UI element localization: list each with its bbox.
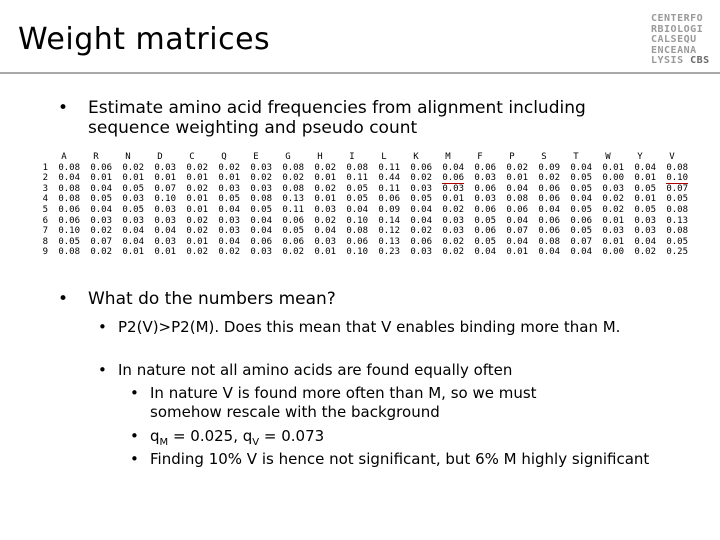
matrix-cell: 0.09 (378, 204, 400, 215)
matrix-cell: 0.02 (186, 226, 208, 237)
bullet-dot: • (130, 450, 139, 468)
matrix-cell: 0.05 (634, 204, 656, 215)
logo-line: ENCEANA (651, 44, 697, 56)
matrix-cell: 0.01 (186, 236, 208, 247)
matrix-cell: 0.02 (314, 162, 336, 173)
matrix-cell: 0.02 (506, 162, 528, 173)
matrix-cell: 0.06 (282, 236, 304, 247)
matrix-column-header: E (253, 152, 259, 162)
bullet-dot: • (58, 289, 69, 309)
matrix-column-header: Y (637, 152, 643, 162)
matrix-cell: 0.04 (570, 194, 592, 205)
bullet-text: P2(V)>P2(M). Does this mean that V enables binding more than M. (118, 318, 621, 336)
matrix-column-header: F (477, 152, 483, 162)
matrix-cell: 0.07 (506, 226, 528, 237)
matrix-cell: 0.12 (378, 226, 400, 237)
matrix-cell: 0.23 (378, 247, 400, 258)
matrix-cell: 0.05 (346, 183, 368, 194)
matrix-position-label: 8 (42, 236, 48, 247)
matrix-corner (34, 152, 48, 163)
matrix-cell: 0.06 (90, 162, 112, 173)
matrix-cell: 0.03 (474, 194, 496, 205)
matrix-cell: 0.10 (58, 226, 80, 237)
matrix-cell: 0.08 (346, 162, 368, 173)
matrix-cell: 0.11 (282, 204, 304, 215)
matrix-cell: 0.00 (602, 173, 624, 184)
matrix-cell: 0.05 (282, 226, 304, 237)
matrix-cell: 0.03 (122, 215, 144, 226)
bullet-text: In nature V is found more often than M, so we must somehow rescale with the background (150, 384, 537, 421)
matrix-cell: 0.13 (282, 194, 304, 205)
matrix-cell: 0.01 (90, 173, 112, 184)
matrix-cell: 0.02 (602, 204, 624, 215)
matrix-cell: 0.01 (122, 247, 144, 258)
logo-cbs: CBS (690, 55, 710, 66)
matrix-cell: 0.05 (410, 194, 432, 205)
matrix-cell: 0.00 (602, 247, 624, 258)
matrix-cell: 0.08 (58, 162, 80, 173)
matrix-cell: 0.03 (634, 215, 656, 226)
matrix-cell: 0.04 (122, 226, 144, 237)
bullet-question (58, 289, 648, 309)
matrix-cell: 0.04 (122, 236, 144, 247)
bullet-dot: • (58, 98, 69, 118)
matrix-cell: 0.04 (570, 247, 592, 258)
matrix-column-header: Q (221, 152, 227, 162)
matrix-cell: 0.04 (410, 204, 432, 215)
matrix-cell: 0.02 (250, 173, 272, 184)
matrix-cell: 0.04 (218, 236, 240, 247)
sub-bullet-nature (98, 361, 658, 380)
matrix-cell: 0.03 (250, 247, 272, 258)
matrix-row (34, 216, 688, 227)
bullet-estimate (58, 98, 648, 138)
matrix-cell: 0.06 (474, 162, 496, 173)
matrix-cell: 0.01 (122, 173, 144, 184)
matrix-cell: 0.06 (538, 215, 560, 226)
matrix-cell: 0.02 (90, 247, 112, 258)
matrix-cell: 0.01 (154, 173, 176, 184)
matrix-cell: 0.06 (282, 215, 304, 226)
matrix-cell: 0.06 (474, 204, 496, 215)
matrix-cell: 0.01 (186, 194, 208, 205)
matrix-cell: 0.02 (282, 173, 304, 184)
matrix-cell: 0.03 (218, 183, 240, 194)
matrix-cell: 0.02 (218, 247, 240, 258)
matrix-cell: 0.05 (666, 236, 688, 247)
bullet-text: $q_M = 0.025$, $q_V = 0.073$ (150, 427, 325, 448)
matrix-cell: 0.04 (410, 215, 432, 226)
matrix-cell: 0.05 (570, 173, 592, 184)
matrix-cell: 0.10 (346, 247, 368, 258)
matrix-cell: 0.01 (154, 247, 176, 258)
matrix-cell: 0.03 (314, 204, 336, 215)
matrix-cell: 0.06 (538, 226, 560, 237)
matrix-cell: 0.10 (154, 194, 176, 205)
matrix-cell: 0.03 (250, 162, 272, 173)
matrix-position-label: 9 (42, 247, 48, 258)
matrix-cell (432, 173, 464, 184)
matrix-column-header: M (445, 152, 451, 162)
matrix-row (34, 247, 688, 258)
matrix-cell: 0.05 (122, 204, 144, 215)
matrix-cell: 0.02 (186, 215, 208, 226)
matrix-cell: 0.02 (218, 162, 240, 173)
matrix-cell: 0.08 (666, 226, 688, 237)
matrix-cell: 0.04 (250, 215, 272, 226)
matrix-cell: 0.08 (282, 162, 304, 173)
matrix-cell: 0.05 (250, 204, 272, 215)
matrix-cell: 0.04 (218, 204, 240, 215)
matrix-cell: 0.04 (154, 226, 176, 237)
matrix-cell: 0.06 (570, 215, 592, 226)
sub-bullet-comparison (98, 318, 658, 337)
matrix-cell: 0.01 (634, 194, 656, 205)
matrix-cell: 0.08 (538, 236, 560, 247)
matrix-cell: 0.02 (186, 162, 208, 173)
matrix-column-header: I (349, 152, 355, 162)
matrix-cell: 0.02 (442, 204, 464, 215)
matrix-row (34, 184, 688, 195)
matrix-cell: 0.03 (602, 226, 624, 237)
matrix-cell: 0.03 (442, 183, 464, 194)
matrix-cell: 0.03 (154, 204, 176, 215)
title-divider (0, 72, 720, 74)
matrix-cell: 0.04 (570, 162, 592, 173)
matrix-cell: 0.02 (282, 247, 304, 258)
matrix-cell: 0.03 (634, 226, 656, 237)
matrix-cell: 0.01 (442, 194, 464, 205)
matrix-cell: 0.01 (314, 173, 336, 184)
matrix-cell: 0.08 (346, 226, 368, 237)
matrix-cell: 0.04 (506, 215, 528, 226)
matrix-cell: 0.01 (634, 173, 656, 184)
matrix-cell: 0.03 (218, 215, 240, 226)
matrix-cell: 0.03 (250, 183, 272, 194)
matrix-column-header: D (157, 152, 163, 162)
matrix-cell (656, 173, 688, 184)
matrix-position-label: 2 (42, 173, 48, 184)
matrix-position-label: 1 (42, 162, 48, 173)
matrix-column-header: V (669, 152, 675, 162)
matrix-cell: 0.05 (122, 183, 144, 194)
matrix-cell: 0.02 (442, 236, 464, 247)
matrix-cell: 0.02 (442, 247, 464, 258)
matrix-cell: 0.04 (474, 247, 496, 258)
matrix-column-header: G (285, 152, 291, 162)
slide-title: Weight matrices (18, 22, 271, 57)
matrix-cell: 0.11 (378, 183, 400, 194)
matrix-cell: 0.01 (218, 173, 240, 184)
matrix-cell: 0.06 (410, 162, 432, 173)
matrix-header-row (34, 152, 688, 163)
matrix-cell: 0.05 (218, 194, 240, 205)
matrix-cell: 0.06 (474, 226, 496, 237)
matrix-cell: 0.06 (538, 194, 560, 205)
matrix-cell: 0.03 (442, 226, 464, 237)
matrix-cell: 0.04 (634, 236, 656, 247)
matrix-cell: 0.04 (90, 183, 112, 194)
matrix-cell: 0.04 (634, 162, 656, 173)
matrix-position-label: 5 (42, 204, 48, 215)
matrix-cell: 0.01 (186, 204, 208, 215)
highlighted-value: 0.06 (442, 173, 464, 184)
matrix-cell: 0.04 (538, 247, 560, 258)
matrix-cell: 0.05 (666, 194, 688, 205)
matrix-cell: 0.02 (634, 247, 656, 258)
matrix-cell: 0.11 (378, 162, 400, 173)
matrix-cell: 0.03 (602, 183, 624, 194)
matrix-cell: 0.07 (570, 236, 592, 247)
matrix-cell: 0.03 (410, 247, 432, 258)
matrix-cell: 0.04 (538, 204, 560, 215)
matrix-cell: 0.04 (58, 173, 80, 184)
matrix-cell: 0.08 (250, 194, 272, 205)
matrix-cell: 0.04 (90, 204, 112, 215)
bullet-text: Estimate amino acid frequencies from alignment including sequence weighting and pseudo count (88, 98, 586, 138)
matrix-cell: 0.06 (58, 204, 80, 215)
matrix-position-label: 7 (42, 226, 48, 237)
sub-sub-bullet-background (130, 427, 590, 452)
matrix-cell: 0.03 (314, 236, 336, 247)
matrix-column-header: K (413, 152, 419, 162)
matrix-column-header: A (61, 152, 67, 162)
highlighted-value: 0.10 (666, 173, 688, 184)
matrix-cell: 0.07 (90, 236, 112, 247)
bullet-text: In nature not all amino acids are found equally often (118, 361, 513, 379)
matrix-cell: 0.05 (570, 183, 592, 194)
matrix-cell: 0.08 (58, 247, 80, 258)
matrix-cell: 0.03 (218, 226, 240, 237)
matrix-cell: 0.01 (506, 173, 528, 184)
matrix-cell: 0.06 (378, 194, 400, 205)
matrix-column-header: T (573, 152, 579, 162)
matrix-cell: 0.01 (186, 173, 208, 184)
matrix-cell: 0.01 (314, 194, 336, 205)
logo-line: RBIOLOGI (651, 23, 704, 35)
matrix-cell: 0.05 (90, 194, 112, 205)
matrix-column-header: N (125, 152, 131, 162)
matrix-cell: 0.03 (154, 236, 176, 247)
matrix-cell: 0.13 (666, 215, 688, 226)
matrix-cell: 0.06 (410, 236, 432, 247)
matrix-cell: 0.06 (250, 236, 272, 247)
matrix-position-label: 3 (42, 183, 48, 194)
cbs-logo (651, 14, 713, 67)
bullet-dot: • (98, 361, 107, 379)
frequency-matrix (34, 152, 688, 258)
logo-line: LYSIS CBS (651, 55, 710, 66)
matrix-cell: 0.03 (122, 194, 144, 205)
matrix-cell: 0.01 (314, 247, 336, 258)
matrix-cell: 0.06 (474, 183, 496, 194)
bullet-dot: • (130, 427, 139, 445)
matrix-cell: 0.05 (58, 236, 80, 247)
matrix-cell: 0.02 (186, 183, 208, 194)
matrix-column-header: H (317, 152, 323, 162)
matrix-column-header: R (93, 152, 99, 162)
matrix-cell: 0.03 (154, 162, 176, 173)
matrix-cell: 0.02 (410, 173, 432, 184)
matrix-cell: 0.05 (346, 194, 368, 205)
matrix-cell: 0.10 (346, 215, 368, 226)
matrix-cell: 0.03 (90, 215, 112, 226)
matrix-row (34, 163, 688, 174)
sub-sub-bullet-significance (130, 450, 650, 469)
matrix-cell: 0.02 (90, 226, 112, 237)
matrix-cell: 0.02 (186, 247, 208, 258)
matrix-cell: 0.04 (346, 204, 368, 215)
matrix-cell: 0.04 (314, 226, 336, 237)
matrix-cell: 0.08 (666, 162, 688, 173)
matrix-column-header: L (381, 152, 387, 162)
matrix-cell: 0.02 (314, 183, 336, 194)
matrix-cell: 0.02 (410, 226, 432, 237)
matrix-column-header: P (509, 152, 515, 162)
matrix-column-header: C (189, 152, 195, 162)
matrix-row (34, 237, 688, 248)
matrix-cell: 0.04 (250, 226, 272, 237)
matrix-row (34, 205, 688, 216)
matrix-cell: 0.02 (602, 194, 624, 205)
matrix-cell: 0.06 (58, 215, 80, 226)
logo-line: CENTERFO (651, 13, 704, 24)
matrix-cell: 0.03 (474, 173, 496, 184)
matrix-position-label: 6 (42, 215, 48, 226)
matrix-row (34, 226, 688, 237)
matrix-cell: 0.11 (346, 173, 368, 184)
matrix-cell: 0.08 (506, 194, 528, 205)
matrix-cell: 0.25 (666, 247, 688, 258)
matrix-row (34, 194, 688, 205)
matrix-cell: 0.02 (122, 162, 144, 173)
matrix-cell: 0.05 (570, 204, 592, 215)
matrix-row (34, 173, 688, 184)
bullet-text: What do the numbers mean? (88, 289, 336, 309)
matrix-cell: 0.01 (602, 162, 624, 173)
matrix-cell: 0.07 (154, 183, 176, 194)
bullet-dot: • (98, 318, 107, 336)
bullet-text: Finding 10% V is hence not significant, but 6% M highly significant (150, 450, 650, 468)
matrix-cell: 0.05 (474, 236, 496, 247)
matrix-cell: 0.01 (602, 236, 624, 247)
matrix-cell: 0.02 (314, 215, 336, 226)
matrix-cell: 0.08 (58, 194, 80, 205)
matrix-cell: 0.06 (538, 183, 560, 194)
matrix-cell: 0.04 (506, 236, 528, 247)
bullet-dot: • (130, 384, 139, 402)
matrix-cell: 0.01 (506, 247, 528, 258)
logo-line: CALSEQU (651, 34, 697, 45)
matrix-cell: 0.03 (410, 183, 432, 194)
matrix-column-header: S (541, 152, 547, 162)
sub-sub-bullet-rescale (130, 384, 590, 422)
matrix-cell: 0.05 (570, 226, 592, 237)
matrix-cell: 0.01 (602, 215, 624, 226)
matrix-cell: 0.14 (378, 215, 400, 226)
matrix-cell: 0.06 (346, 236, 368, 247)
matrix-cell: 0.04 (442, 162, 464, 173)
matrix-cell: 0.04 (506, 183, 528, 194)
matrix-cell: 0.02 (538, 173, 560, 184)
matrix-cell: 0.05 (634, 183, 656, 194)
matrix-cell: 0.08 (58, 183, 80, 194)
matrix-column-header: W (605, 152, 611, 162)
matrix-cell: 0.44 (378, 173, 400, 184)
matrix-cell: 0.13 (378, 236, 400, 247)
matrix-cell: 0.06 (506, 204, 528, 215)
matrix-cell: 0.03 (154, 215, 176, 226)
matrix-cell: 0.08 (282, 183, 304, 194)
matrix-position-label: 4 (42, 194, 48, 205)
matrix-cell: 0.08 (666, 204, 688, 215)
matrix-cell: 0.07 (666, 183, 688, 194)
matrix-cell: 0.03 (442, 215, 464, 226)
matrix-cell: 0.09 (538, 162, 560, 173)
matrix-cell: 0.05 (474, 215, 496, 226)
